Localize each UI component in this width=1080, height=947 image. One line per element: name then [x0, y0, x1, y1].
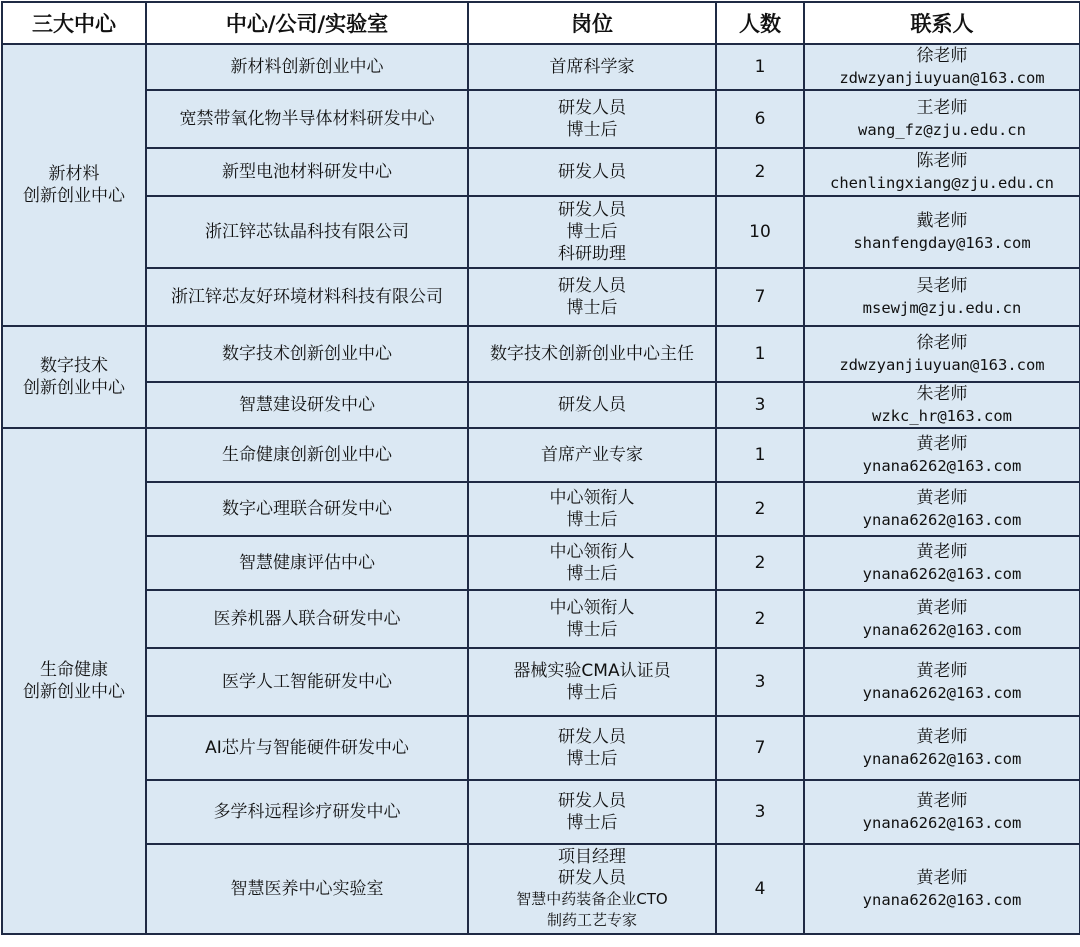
contact-name: 黄老师: [916, 434, 968, 454]
center-name-line: 新材料: [48, 164, 100, 184]
unit-cell: 医养机器人联合研发中心: [146, 590, 468, 648]
position-cell: [468, 482, 716, 536]
table-row: [2, 44, 1080, 90]
contact-email: msewjm@zju.edu.cn: [862, 299, 1022, 317]
table-row: [2, 590, 1080, 648]
contact-cell: [804, 482, 1080, 536]
contact-name: 黄老师: [916, 661, 968, 681]
unit-cell: 浙江锌芯钛晶科技有限公司: [146, 196, 468, 268]
contact-cell: [804, 536, 1080, 590]
contact-name: 黄老师: [916, 598, 968, 618]
position-line: 博士后: [566, 813, 618, 833]
contact-name: 朱老师: [916, 384, 968, 404]
position-line: 制药工艺专家: [546, 911, 637, 929]
contact-cell: [804, 326, 1080, 382]
position-line: 博士后: [566, 222, 618, 242]
header-center: 三大中心: [2, 2, 146, 44]
position-cell: [468, 716, 716, 780]
header-count: 人数: [716, 2, 804, 44]
position-cell: [468, 90, 716, 148]
count-cell: 3: [716, 780, 804, 844]
count-cell: 1: [716, 428, 804, 482]
count-cell: 2: [716, 482, 804, 536]
position-cell: [468, 536, 716, 590]
position-line: 研发人员: [558, 200, 626, 220]
position-line: 科研助理: [558, 244, 626, 264]
contact-name: 戴老师: [916, 211, 968, 231]
count-cell: 3: [716, 648, 804, 716]
position-line: 首席产业专家: [541, 445, 643, 465]
center-cell: [2, 326, 146, 428]
unit-cell: 数字技术创新创业中心: [146, 326, 468, 382]
count-cell: 4: [716, 844, 804, 934]
count-cell: 10: [716, 196, 804, 268]
contact-name: 黄老师: [916, 791, 968, 811]
position-line: 博士后: [566, 510, 618, 530]
table-row: [2, 268, 1080, 326]
position-line: 研发人员: [558, 868, 626, 888]
position-line: 博士后: [566, 749, 618, 769]
position-cell: [468, 268, 716, 326]
center-cell: [2, 428, 146, 934]
contact-cell: [804, 268, 1080, 326]
position-cell: [468, 780, 716, 844]
center-name-line: 创新创业中心: [23, 378, 125, 398]
contact-cell: [804, 844, 1080, 934]
position-line: 项目经理: [558, 847, 626, 867]
position-line: 中心领衔人: [549, 598, 635, 618]
position-line: 研发人员: [558, 791, 626, 811]
table-row: [2, 844, 1080, 934]
position-line: 博士后: [566, 298, 618, 318]
contact-name: 吴老师: [916, 276, 968, 296]
count-cell: 7: [716, 268, 804, 326]
contact-email: ynana6262@163.com: [862, 565, 1022, 583]
table-row: [2, 536, 1080, 590]
table-row: [2, 196, 1080, 268]
position-cell: [468, 382, 716, 428]
count-cell: 6: [716, 90, 804, 148]
contact-cell: [804, 428, 1080, 482]
contact-email: shanfengday@163.com: [853, 234, 1031, 252]
contact-email: zdwzyanjiuyuan@163.com: [839, 356, 1045, 374]
unit-cell: 浙江锌芯友好环境材料科技有限公司: [146, 268, 468, 326]
unit-cell: 智慧健康评估中心: [146, 536, 468, 590]
table-header-row: [2, 2, 1080, 44]
table-row: [2, 648, 1080, 716]
center-cell: [2, 44, 146, 326]
position-line: 博士后: [566, 120, 618, 140]
contact-name: 陈老师: [916, 151, 968, 171]
table-body: [2, 44, 1080, 934]
contact-cell: [804, 196, 1080, 268]
count-cell: 1: [716, 44, 804, 90]
position-line: 智慧中药装备企业CTO: [516, 890, 668, 908]
contact-name: 徐老师: [916, 333, 968, 353]
contact-email: ynana6262@163.com: [862, 814, 1022, 832]
contact-cell: [804, 590, 1080, 648]
position-line: 研发人员: [558, 395, 626, 415]
count-cell: 7: [716, 716, 804, 780]
contact-email: ynana6262@163.com: [862, 684, 1022, 702]
center-name-line: 生命健康: [40, 660, 108, 680]
unit-cell: 生命健康创新创业中心: [146, 428, 468, 482]
contact-cell: [804, 780, 1080, 844]
contact-email: ynana6262@163.com: [862, 891, 1022, 909]
position-line: 首席科学家: [549, 57, 635, 77]
table-row: [2, 90, 1080, 148]
table-row: [2, 780, 1080, 844]
position-cell: [468, 428, 716, 482]
position-line: 数字技术创新创业中心主任: [490, 344, 694, 364]
table-row: [2, 326, 1080, 382]
contact-name: 黄老师: [916, 727, 968, 747]
count-cell: 2: [716, 590, 804, 648]
position-line: 研发人员: [558, 727, 626, 747]
contact-name: 黄老师: [916, 542, 968, 562]
contact-name: 徐老师: [916, 46, 968, 66]
header-unit: 中心/公司/实验室: [146, 2, 468, 44]
position-cell: [468, 196, 716, 268]
position-cell: [468, 148, 716, 196]
header-position: 岗位: [468, 2, 716, 44]
position-line: 器械实验CMA认证员: [513, 661, 671, 681]
unit-cell: 多学科远程诊疗研发中心: [146, 780, 468, 844]
position-cell: [468, 648, 716, 716]
unit-cell: 医学人工智能研发中心: [146, 648, 468, 716]
count-cell: 2: [716, 148, 804, 196]
table-row: [2, 716, 1080, 780]
count-cell: 1: [716, 326, 804, 382]
position-line: 博士后: [566, 683, 618, 703]
contact-name: 黄老师: [916, 868, 968, 888]
unit-cell: 智慧医养中心实验室: [146, 844, 468, 934]
unit-cell: 新材料创新创业中心: [146, 44, 468, 90]
header-contact: 联系人: [804, 2, 1080, 44]
contact-email: zdwzyanjiuyuan@163.com: [839, 69, 1045, 87]
contact-email: chenlingxiang@zju.edu.cn: [830, 174, 1054, 192]
contact-cell: [804, 648, 1080, 716]
unit-cell: 宽禁带氧化物半导体材料研发中心: [146, 90, 468, 148]
contact-email: ynana6262@163.com: [862, 621, 1022, 639]
position-line: 研发人员: [558, 98, 626, 118]
contact-name: 王老师: [916, 98, 968, 118]
table-row: [2, 382, 1080, 428]
contact-email: ynana6262@163.com: [862, 750, 1022, 768]
table-row: [2, 148, 1080, 196]
recruitment-table-page: [0, 1, 1080, 947]
contact-email: wzkc_hr@163.com: [872, 407, 1012, 425]
recruitment-table: [1, 1, 1080, 935]
position-line: 博士后: [566, 564, 618, 584]
center-name-line: 数字技术: [40, 356, 108, 376]
count-cell: 2: [716, 536, 804, 590]
unit-cell: 智慧建设研发中心: [146, 382, 468, 428]
contact-name: 黄老师: [916, 488, 968, 508]
contact-email: ynana6262@163.com: [862, 457, 1022, 475]
contact-cell: [804, 148, 1080, 196]
position-cell: [468, 44, 716, 90]
contact-cell: [804, 382, 1080, 428]
center-name-line: 创新创业中心: [23, 186, 125, 206]
contact-email: wang_fz@zju.edu.cn: [858, 121, 1026, 139]
position-line: 中心领衔人: [549, 488, 635, 508]
position-line: 中心领衔人: [549, 542, 635, 562]
unit-cell: AI芯片与智能硬件研发中心: [146, 716, 468, 780]
contact-cell: [804, 44, 1080, 90]
contact-cell: [804, 716, 1080, 780]
contact-email: ynana6262@163.com: [862, 511, 1022, 529]
position-line: 研发人员: [558, 276, 626, 296]
unit-cell: 数字心理联合研发中心: [146, 482, 468, 536]
unit-cell: 新型电池材料研发中心: [146, 148, 468, 196]
contact-cell: [804, 90, 1080, 148]
count-cell: 3: [716, 382, 804, 428]
table-row: [2, 482, 1080, 536]
position-line: 博士后: [566, 620, 618, 640]
position-line: 研发人员: [558, 162, 626, 182]
position-cell: [468, 590, 716, 648]
center-name-line: 创新创业中心: [23, 682, 125, 702]
position-cell: [468, 844, 716, 934]
position-cell: [468, 326, 716, 382]
table-row: [2, 428, 1080, 482]
